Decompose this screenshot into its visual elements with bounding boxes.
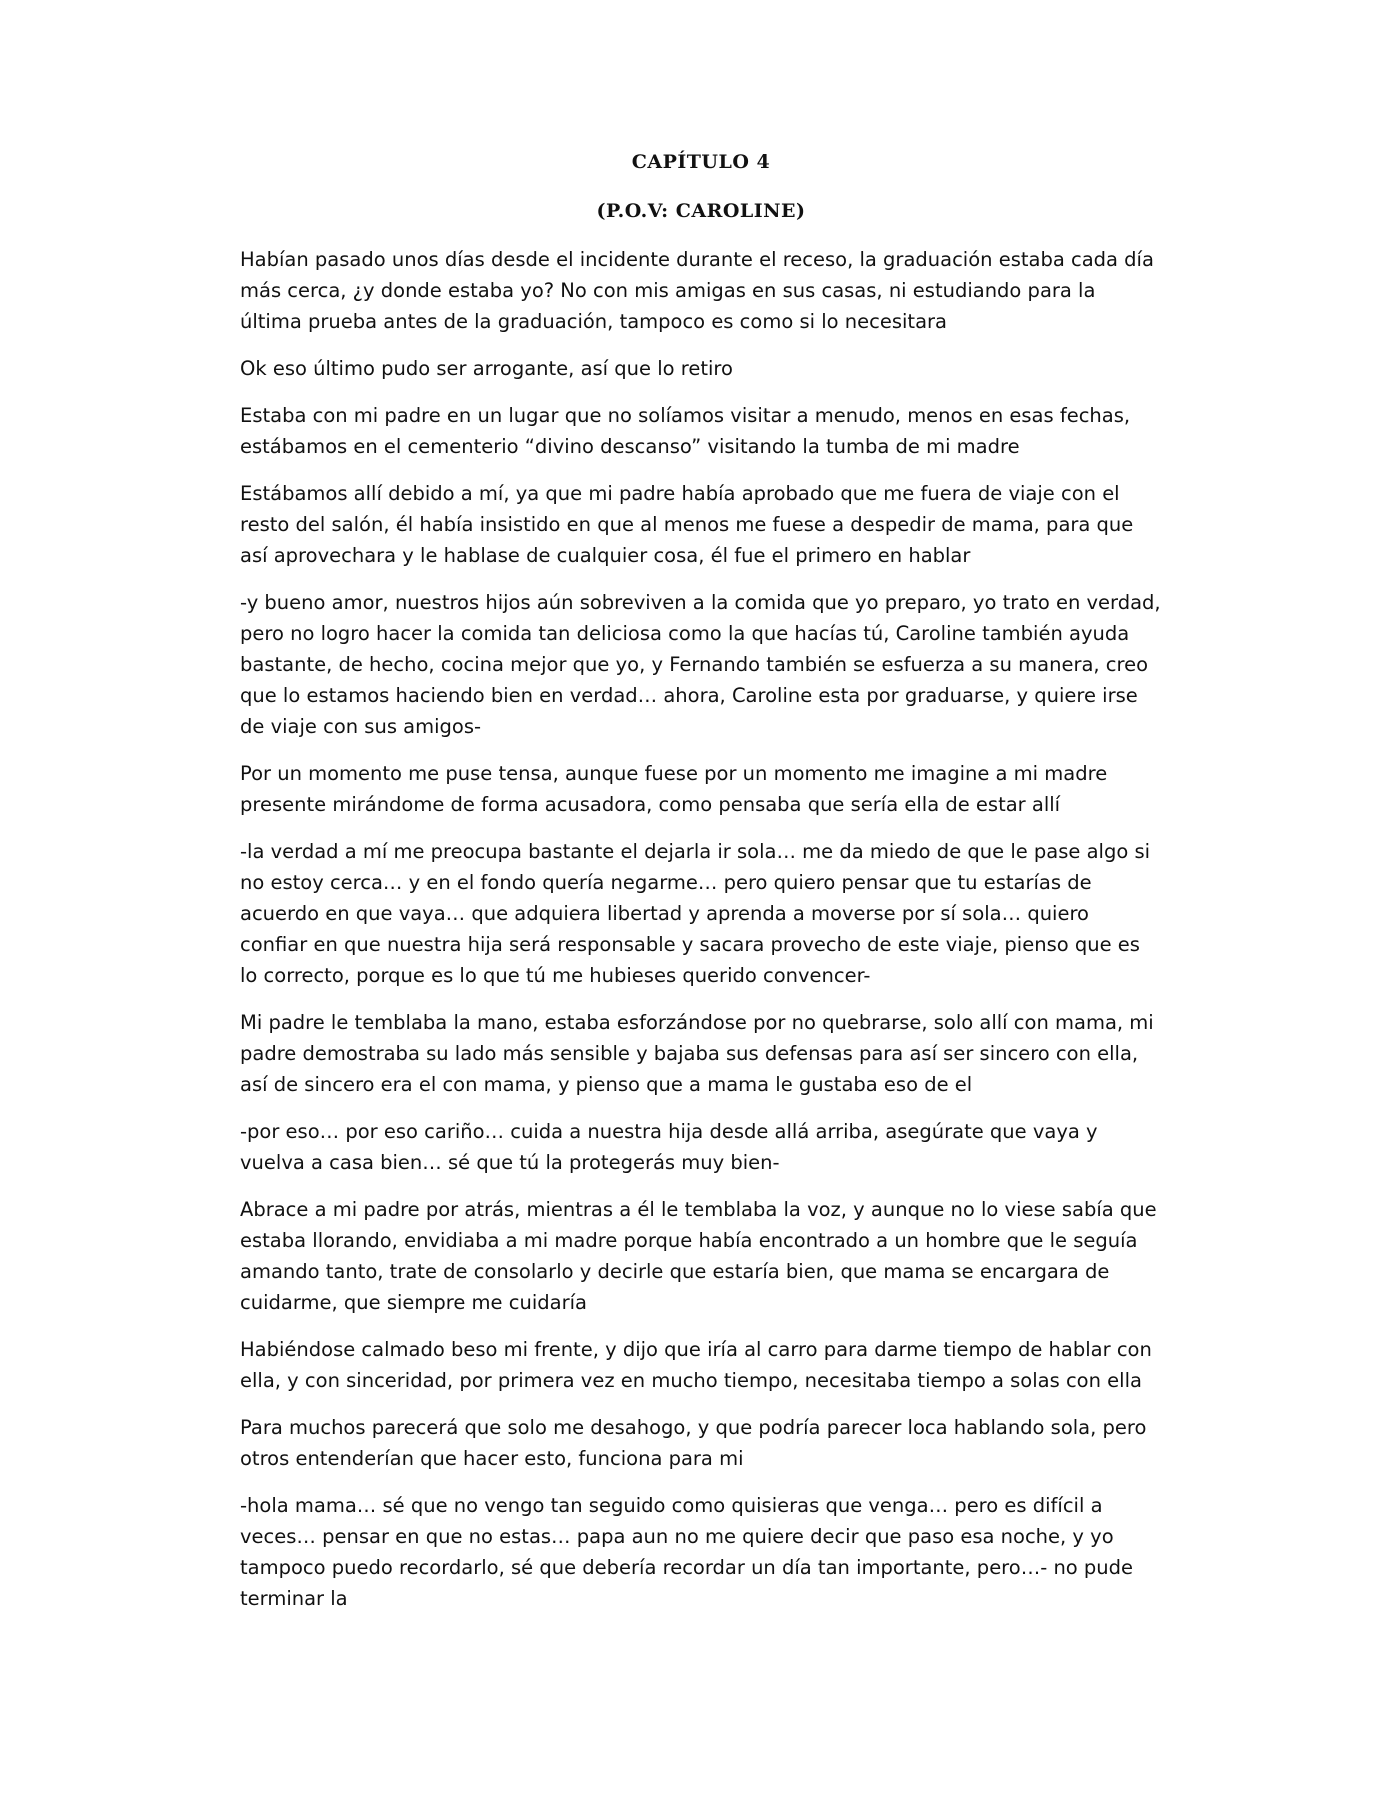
paragraph: -hola mama… sé que no vengo tan seguido como quisieras que venga… pero es difícil a veces… pensar en que no estas… papa aun no me quiere decir que paso esa noche, y yo tampoco puedo recordarlo, sé que debería recordar un día tan importante, pero…- no pude terminar la	[240, 1494, 1134, 1610]
paragraph: Por un momento me puse tensa, aunque fuese por un momento me imagine a mi madre presente mirándome de forma acusadora, como pensaba que sería ella de estar allí	[240, 762, 1108, 816]
paragraph: Estábamos allí debido a mí, ya que mi padre había aprobado que me fuera de viaje con el resto del salón, él había insistido en que al menos me fuese a despedir de mama, para que así aprovechara y le hablase de cualquier cosa, él fue el primero en hablar	[240, 482, 1134, 567]
paragraph: Mi padre le temblaba la mano, estaba esforzándose por no quebrarse, solo allí con mama, mi padre demostraba su lado más sensible y bajaba sus defensas para así ser sincero con ella, así de sincero era el con mama, y pienso que a mama le gustaba eso de el	[240, 1011, 1154, 1096]
paragraph: Abrace a mi padre por atrás, mientras a él le temblaba la voz, y aunque no lo viese sabía que estaba llorando, envidiaba a mi madre porque había encontrado a un hombre que le seguía amando tanto, trate de consolarlo y decirle que estaría bien, que mama se encargara de cuidarme, que siempre me cuidaría	[240, 1198, 1157, 1314]
paragraph: -por eso… por eso cariño… cuida a nuestra hija desde allá arriba, asegúrate que vaya y vuelva a casa bien… sé que tú la protegerás muy bien-	[240, 1120, 1098, 1174]
chapter-subtitle: (P.O.V: CAROLINE)	[596, 200, 806, 222]
chapter-body	[240, 244, 1162, 1630]
chapter-title: CAPÍTULO 4	[631, 151, 771, 173]
paragraph: Estaba con mi padre en un lugar que no solíamos visitar a menudo, menos en esas fechas, estábamos en el cementerio “divino descanso” visitando la tumba de mi madre	[240, 404, 1131, 458]
paragraph: Habiéndose calmado beso mi frente, y dijo que iría al carro para darme tiempo de hablar con ella, y con sinceridad, por primera vez en mucho tiempo, necesitaba tiempo a solas con ella	[240, 1338, 1152, 1392]
paragraph: -y bueno amor, nuestros hijos aún sobreviven a la comida que yo preparo, yo trato en verdad, pero no logro hacer la comida tan deliciosa como la que hacías tú, Caroline también ayuda bastante, de hecho, cocina mejor que yo, y Fernando también se esfuerza a su manera, creo que lo estamos haciendo bien en verdad… ahora, Caroline esta por graduarse, y quiere irse de viaje con sus amigos-	[240, 591, 1161, 738]
paragraph: -la verdad a mí me preocupa bastante el dejarla ir sola… me da miedo de que le pase algo si no estoy cerca… y en el fondo quería negarme… pero quiero pensar que tu estarías de acuerdo en que vaya… que adquiera libertad y aprenda a moverse por sí sola… quiero confiar en que nuestra hija será responsable y sacara provecho de este viaje, pienso que es lo correcto, porque es lo que tú me hubieses querido convencer-	[240, 840, 1151, 987]
paragraph: Para muchos parecerá que solo me desahogo, y que podría parecer loca hablando sola, pero otros entenderían que hacer esto, funciona para mi	[240, 1416, 1147, 1470]
paragraph: Ok eso último pudo ser arrogante, así que lo retiro	[240, 357, 733, 380]
paragraph: Habían pasado unos días desde el incidente durante el receso, la graduación estaba cada día más cerca, ¿y donde estaba yo? No con mis amigas en sus casas, ni estudiando para la última prueba antes de la graduación, tampoco es como si lo necesitara	[240, 248, 1154, 333]
